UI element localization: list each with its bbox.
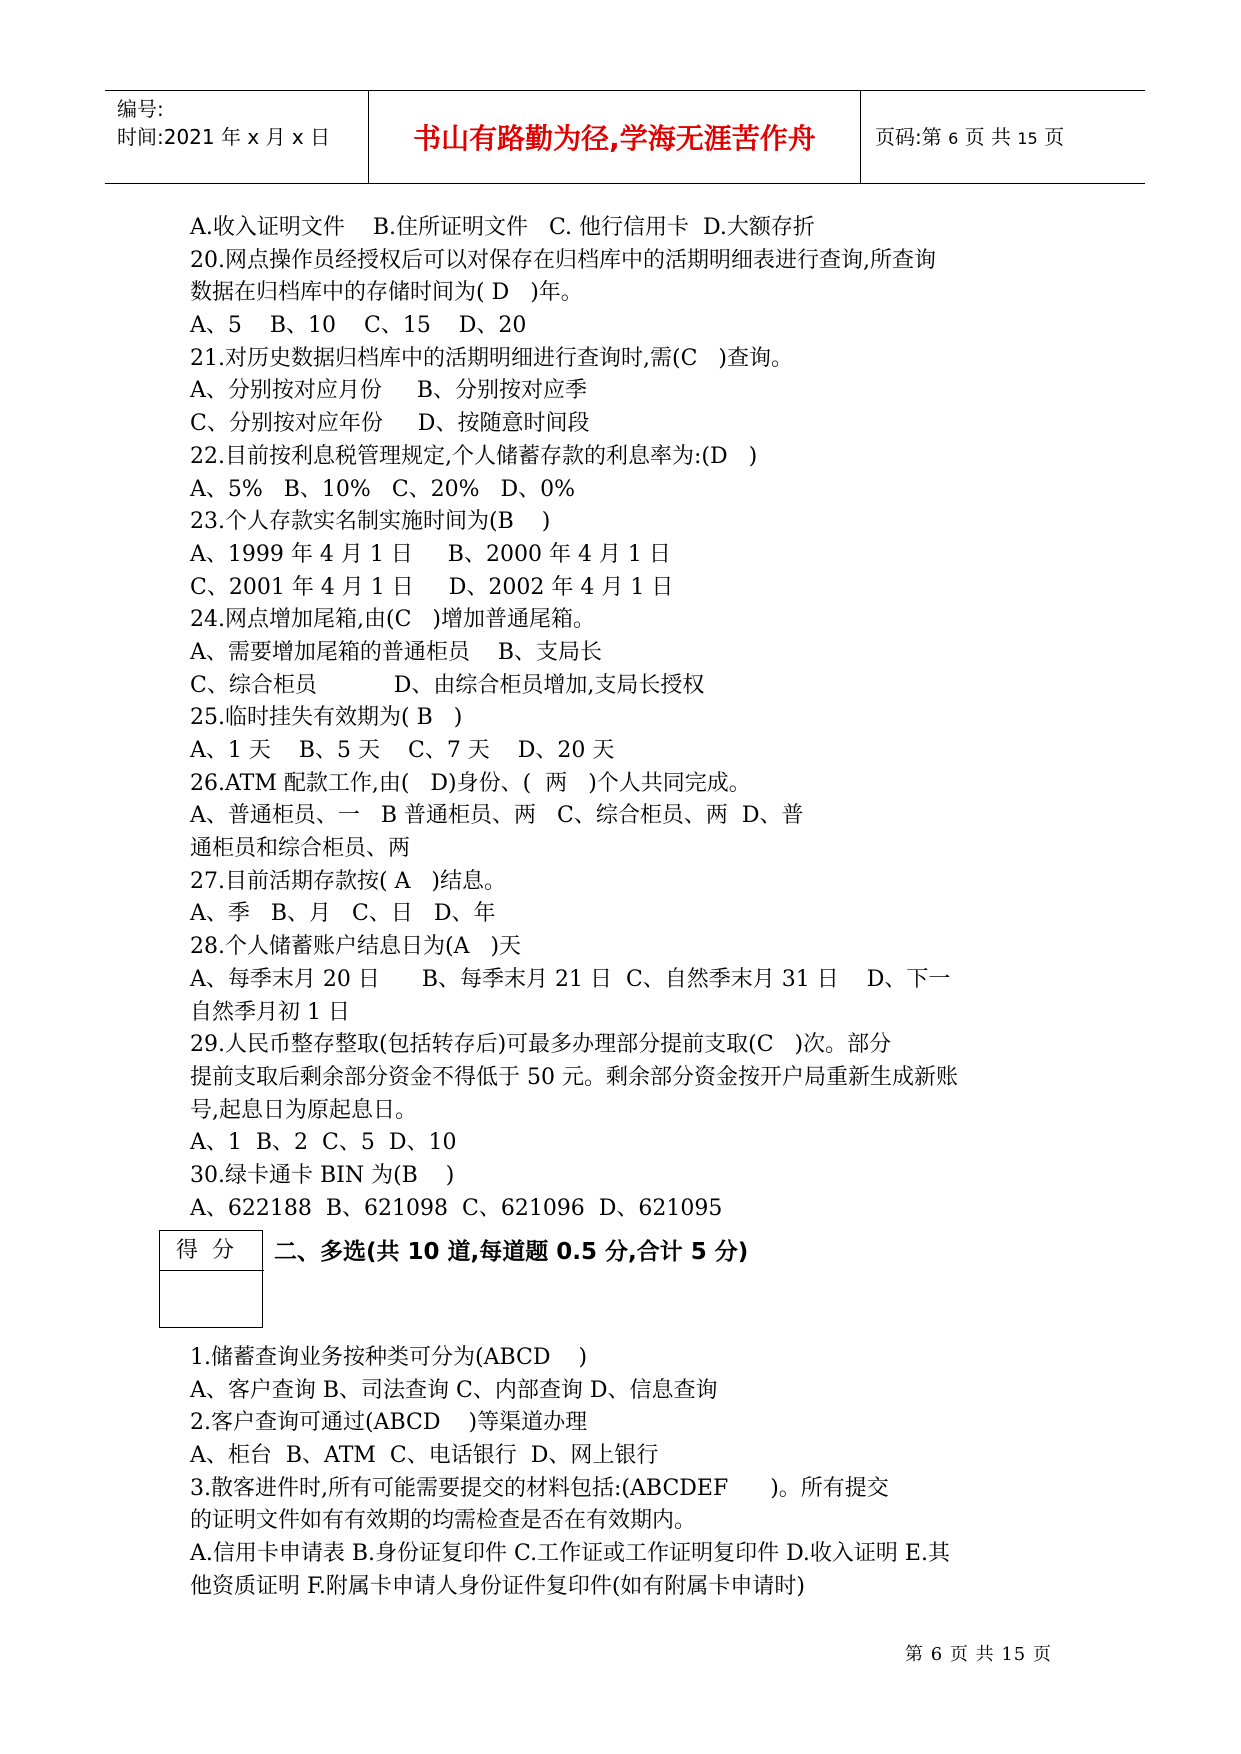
text-line: 23.个人存款实名制实施时间为(B ) bbox=[190, 509, 551, 535]
text-line: A、1999 年 4 月 1 日 B、2000 年 4 月 1 日 bbox=[190, 541, 671, 567]
header-meta bbox=[117, 95, 330, 151]
text-line: 3.散客进件时,所有可能需要提交的材料包括:(ABCDEF )。所有提交 bbox=[190, 1475, 889, 1501]
text-line: A、季 B、月 C、日 D、年 bbox=[190, 901, 496, 927]
text-line: 2.客户查询可通过(ABCD )等渠道办理 bbox=[190, 1410, 588, 1436]
text-line: 26.ATM 配款工作,由( D)身份、( 两 )个人共同完成。 bbox=[190, 770, 751, 796]
text-line: A、分别按对应月份 B、分别按对应季 bbox=[190, 378, 588, 404]
section-title: 二、多选(共 10 道,每道题 0.5 分,合计 5 分) bbox=[274, 1239, 749, 1265]
text-line: A、每季末月 20 日 B、每季末月 21 日 C、自然季末月 31 日 D、下一 bbox=[190, 966, 951, 992]
text-line: A.收入证明文件 B.住所证明文件 C. 他行信用卡 D.大额存折 bbox=[190, 215, 815, 240]
text-line: 20.网点操作员经授权后可以对保存在归档库中的活期明细表进行查询,所查询 bbox=[190, 247, 936, 273]
text-line: A、5% B、10% C、20% D、0% bbox=[190, 476, 576, 502]
questions-single-choice bbox=[190, 212, 1070, 1225]
page-header bbox=[105, 90, 1145, 184]
text-line: 的证明文件如有有效期的均需检查是否在有效期内。 bbox=[190, 1508, 697, 1534]
text-line: 25.临时挂失有效期为( B ) bbox=[190, 705, 463, 731]
header-divider bbox=[860, 91, 861, 183]
text-line: A.信用卡申请表 B.身份证复印件 C.工作证或工作证明复印件 D.收入证明 E.其 bbox=[190, 1541, 950, 1567]
text-line: A、客户查询 B、司法查询 C、内部查询 D、信息查询 bbox=[190, 1377, 718, 1403]
text-line: 28.个人储蓄账户结息日为(A )天 bbox=[190, 934, 522, 960]
text-line: A、普通柜员、一 B 普通柜员、两 C、综合柜员、两 D、普 bbox=[190, 803, 804, 829]
page-footer: 第 6 页 共 15 页 bbox=[905, 1644, 1052, 1665]
text-line: 数据在归档库中的存储时间为( D )年。 bbox=[190, 280, 583, 306]
text-line: 提前支取后剩余部分资金不得低于 50 元。剩余部分资金按开户局重新生成新账 bbox=[190, 1064, 958, 1090]
page-current: 6 bbox=[948, 129, 959, 148]
text-line: 21.对历史数据归档库中的活期明细进行查询时,需(C )查询。 bbox=[190, 345, 793, 371]
header-motto: 书山有路勤为径,学海无涯苦作舟 bbox=[413, 122, 816, 155]
text-line: 27.目前活期存款按( A )结息。 bbox=[190, 868, 507, 894]
header-page-indicator bbox=[875, 121, 1064, 150]
text-line: A、622188 B、621098 C、621096 D、621095 bbox=[190, 1195, 723, 1221]
text-line: A、需要增加尾箱的普通柜员 B、支局长 bbox=[190, 639, 603, 665]
questions-multiple-choice bbox=[190, 1342, 1070, 1604]
text-line: 30.绿卡通卡 BIN 为(B ) bbox=[190, 1162, 455, 1188]
text-line: 29.人民币整存整取(包括转存后)可最多办理部分提前支取(C )次。部分 bbox=[190, 1032, 892, 1058]
text-line: A、柜台 B、ATM C、电话银行 D、网上银行 bbox=[190, 1443, 659, 1469]
page-suffix: 页 bbox=[1044, 125, 1065, 149]
text-line: C、2001 年 4 月 1 日 D、2002 年 4 月 1 日 bbox=[190, 574, 674, 600]
page-mid: 页 共 bbox=[964, 125, 1012, 149]
text-line: A、1 B、2 C、5 D、10 bbox=[190, 1130, 457, 1156]
text-line: A、1 天 B、5 天 C、7 天 D、20 天 bbox=[190, 738, 615, 763]
text-line: C、综合柜员 D、由综合柜员增加,支局长授权 bbox=[190, 672, 705, 698]
text-line: 22.目前按利息税管理规定,个人储蓄存款的利息率为:(D ) bbox=[190, 443, 758, 469]
page-prefix: 页码:第 bbox=[875, 125, 942, 149]
page-total: 15 bbox=[1017, 129, 1038, 148]
text-line: 1.储蓄查询业务按种类可分为(ABCD ) bbox=[190, 1345, 588, 1370]
time-label: 时间:2021 年 x 月 x 日 bbox=[117, 125, 331, 149]
text-line: 通柜员和综合柜员、两 bbox=[190, 836, 411, 862]
text-line: C、分别按对应年份 D、按随意时间段 bbox=[190, 411, 590, 437]
number-label: 编号: bbox=[117, 97, 164, 121]
text-line: 号,起息日为原起息日。 bbox=[190, 1097, 417, 1123]
text-line: 24.网点增加尾箱,由(C )增加普通尾箱。 bbox=[190, 607, 595, 633]
text-line: 自然季月初 1 日 bbox=[190, 999, 350, 1025]
text-line: 他资质证明 F.附属卡申请人身份证件复印件(如有附属卡申请时) bbox=[190, 1573, 805, 1599]
score-box bbox=[159, 1230, 263, 1328]
score-label: 得分 bbox=[160, 1231, 264, 1271]
text-line: A、5 B、10 C、15 D、20 bbox=[190, 313, 527, 339]
